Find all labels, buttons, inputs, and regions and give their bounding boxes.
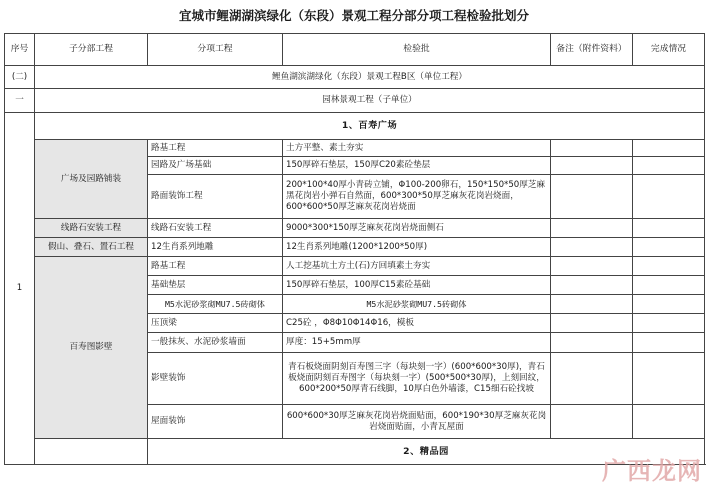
sub-division-cell: 线路石安装工程 — [35, 219, 148, 238]
header-sub-division: 子分部工程 — [35, 34, 148, 66]
sub-item-cell: 压顶梁 — [148, 314, 283, 333]
completion-cell — [633, 157, 705, 175]
inspection-lot-cell: C25砼 ，Φ8Φ10Φ14Φ16，模板 — [283, 314, 551, 333]
remarks-cell — [551, 175, 633, 219]
completion-cell — [633, 219, 705, 238]
table-row — [5, 140, 705, 157]
completion-cell — [633, 295, 705, 314]
sub-division-cell: 百寿图影壁 — [35, 257, 148, 439]
inspection-lot-cell: 青石板烧面阴刻百寿图三字（每块刻一字）(600*600*30厚)，青石板烧面阴刻百寿图字（每块刻一字）(500*500*30厚)，上刻回纹，600*200*50厚青石线脚，10厚白色外墙漆，C15细石砼找坡 — [283, 353, 551, 405]
completion-cell — [633, 175, 705, 219]
completion-cell — [633, 405, 705, 439]
remarks-cell — [551, 140, 633, 157]
remarks-cell — [551, 405, 633, 439]
sub-unit-row — [5, 89, 705, 113]
inspection-lot-cell: 12生肖系列地雕(1200*1200*50厚) — [283, 238, 551, 257]
header-completion: 完成情况 — [633, 34, 705, 66]
inspection-lot-cell: M5水泥砂浆砌MU7.5砖砌体 — [283, 295, 551, 314]
section-row — [5, 439, 705, 465]
group-seq: 1 — [5, 113, 35, 465]
inspection-lot-cell: 9000*300*150厚芝麻灰花岗岩烧面侧石 — [283, 219, 551, 238]
sub-unit-seq: 一 — [5, 89, 35, 113]
sub-item-cell: 一般抹灰、水泥砂浆墙面 — [148, 333, 283, 353]
sub-item-cell: 线路石安装工程 — [148, 219, 283, 238]
remarks-cell — [551, 314, 633, 333]
sub-division-cell: 假山、叠石、置石工程 — [35, 238, 148, 257]
inspection-lot-cell: 土方平整、素土夯实 — [283, 140, 551, 157]
completion-cell — [633, 140, 705, 157]
completion-cell — [633, 333, 705, 353]
inspection-lot-cell: 厚度：15+5mm厚 — [283, 333, 551, 353]
inspection-lot-cell: 人工挖基坑土方土(石)方回填素土夯实 — [283, 257, 551, 276]
completion-cell — [633, 353, 705, 405]
watermark-logo: 广西龙网 — [602, 457, 702, 485]
unit-title: 鲤鱼湖滨湖绿化（东段）景观工程B区（单位工程） — [35, 66, 705, 89]
remarks-cell — [551, 157, 633, 175]
sub-unit-title: 园林景观工程（子单位） — [35, 89, 705, 113]
remarks-cell — [551, 219, 633, 238]
section-title: 1、百寿广场 — [35, 113, 705, 140]
completion-cell — [633, 257, 705, 276]
unit-seq: (二) — [5, 66, 35, 89]
header-remarks: 备注（附件资料） — [551, 34, 633, 66]
sub-item-cell: 12生肖系列地雕 — [148, 238, 283, 257]
sub-division-cell: 广场及园路铺装 — [35, 140, 148, 219]
section-title: 2、精品园 — [148, 439, 705, 465]
table-row — [5, 257, 705, 276]
document-title: 宜城市鲤湖湖滨绿化（东段）景观工程分部分项工程检验批划分 — [178, 8, 529, 23]
unit-row — [5, 66, 705, 89]
inspection-lot-cell: 150厚碎石垫层，100厚C15素砼基础 — [283, 276, 551, 295]
completion-cell — [633, 276, 705, 295]
remarks-cell — [551, 295, 633, 314]
inspection-lot-cell: 200*100*40厚小青砖立铺，Φ100-200卵石，150*150*50厚芝麻黑花岗岩小弹石自然面，600*300*50厚芝麻灰花岗岩烧面，600*600*50厚芝麻灰花岗岩烧面 — [283, 175, 551, 219]
sub-item-cell: M5水泥砂浆砌MU7.5砖砌体 — [148, 295, 283, 314]
remarks-cell — [551, 333, 633, 353]
section-row — [5, 113, 705, 140]
remarks-cell — [551, 257, 633, 276]
header-sub-item: 分项工程 — [148, 34, 283, 66]
sub-item-cell: 基础垫层 — [148, 276, 283, 295]
completion-cell — [633, 314, 705, 333]
table-row — [5, 238, 705, 257]
completion-cell — [633, 238, 705, 257]
table-row — [5, 219, 705, 238]
sub-item-cell: 路基工程 — [148, 140, 283, 157]
header-row — [5, 34, 705, 66]
sub-item-cell: 路面装饰工程 — [148, 175, 283, 219]
inspection-table — [4, 33, 705, 465]
group-seq-empty — [35, 439, 148, 465]
header-seq: 序号 — [5, 34, 35, 66]
remarks-cell — [551, 276, 633, 295]
inspection-lot-cell: 600*600*30厚芝麻灰花岗岩烧面贴面，600*190*30厚芝麻灰花岗岩烧面贴面，小青瓦屋面 — [283, 405, 551, 439]
sub-item-cell: 路基工程 — [148, 257, 283, 276]
header-inspection-lot: 检验批 — [283, 34, 551, 66]
remarks-cell — [551, 238, 633, 257]
sub-item-cell: 园路及广场基础 — [148, 157, 283, 175]
remarks-cell — [551, 353, 633, 405]
sub-item-cell: 屋面装饰 — [148, 405, 283, 439]
inspection-lot-cell: 150厚碎石垫层，150厚C20素砼垫层 — [283, 157, 551, 175]
sub-item-cell: 影壁装饰 — [148, 353, 283, 405]
